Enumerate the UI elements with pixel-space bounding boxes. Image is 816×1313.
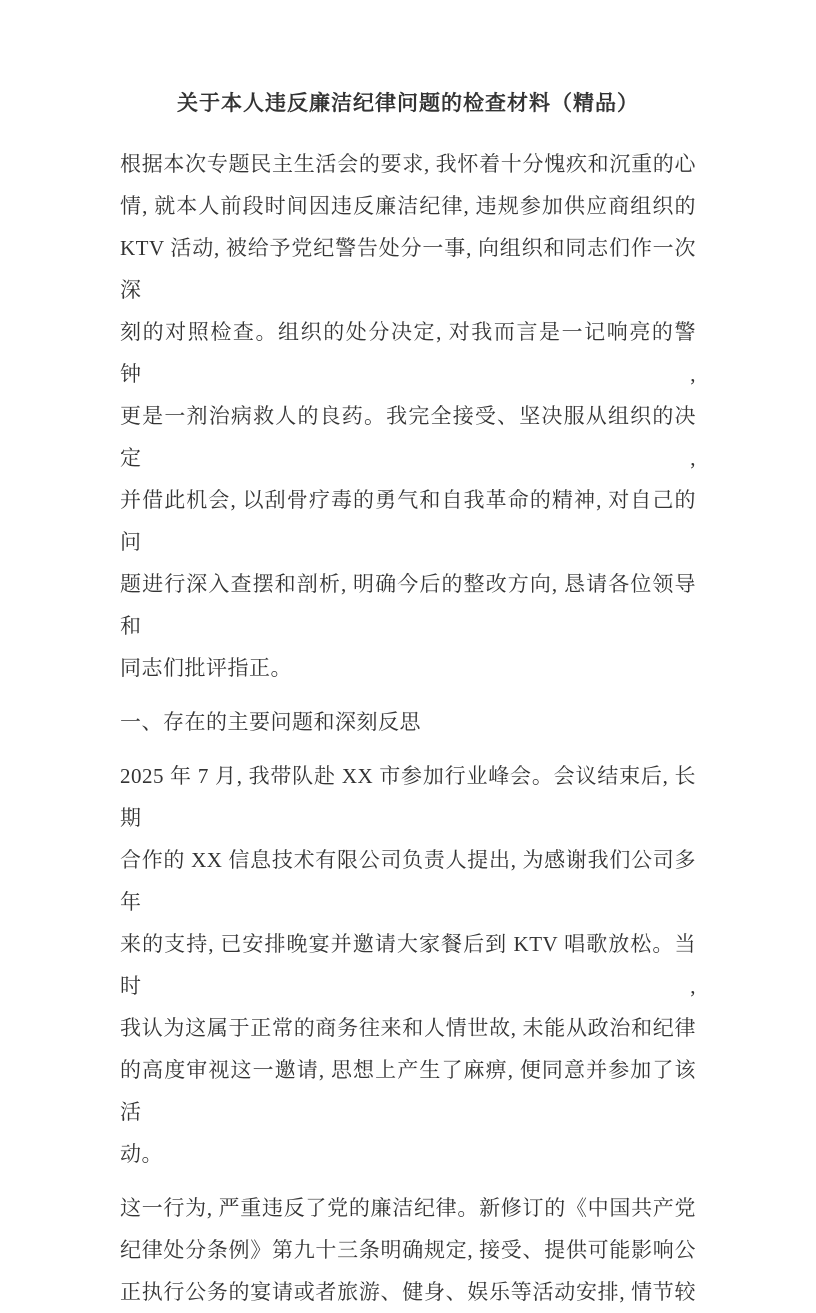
text-line: 情, 就本人前段时间因违反廉洁纪律, 违规参加供应商组织的 bbox=[120, 194, 696, 218]
text-line: 2025 年 7 月, 我带队赴 XX 市参加行业峰会。会议结束后, 长期 bbox=[120, 764, 696, 830]
text-line: 题进行深入查摆和剖析, 明确今后的整改方向, 恳请各位领导和 bbox=[120, 572, 696, 638]
text-line: 更是一剂治病救人的良药。我完全接受、坚决服从组织的决定, bbox=[120, 404, 696, 470]
text-line: 的高度审视这一邀请, 思想上产生了麻痹, 便同意并参加了该活 bbox=[120, 1058, 696, 1124]
text-line: KTV 活动, 被给予党纪警告处分一事, 向组织和同志们作一次深 bbox=[120, 236, 696, 302]
paragraph-incident bbox=[120, 755, 696, 1175]
text-line: 我认为这属于正常的商务往来和人情世故, 未能从政治和纪律 bbox=[120, 1016, 696, 1040]
text-line: 来的支持, 已安排晚宴并邀请大家餐后到 KTV 唱歌放松。当时, bbox=[120, 932, 696, 998]
document-title: 关于本人违反廉洁纪律问题的检查材料（精品） bbox=[177, 91, 639, 115]
text-line: 合作的 XX 信息技术有限公司负责人提出, 为感谢我们公司多年 bbox=[120, 848, 696, 914]
paragraph-violation-analysis bbox=[120, 1187, 696, 1313]
text-line: 这一行为, 严重违反了党的廉洁纪律。新修订的《中国共产党 bbox=[120, 1196, 696, 1220]
text-line: 刻的对照检查。组织的处分决定, 对我而言是一记响亮的警钟, bbox=[120, 320, 696, 386]
text-line: 根据本次专题民主生活会的要求, 我怀着十分愧疚和沉重的心 bbox=[120, 152, 696, 176]
section-heading-problems: 一、存在的主要问题和深刻反思 bbox=[120, 710, 421, 734]
text-line: 动。 bbox=[120, 1142, 163, 1166]
text-line: 正执行公务的宴请或者旅游、健身、娱乐等活动安排, 情节较 bbox=[120, 1280, 696, 1304]
text-line: 并借此机会, 以刮骨疗毒的勇气和自我革命的精神, 对自己的问 bbox=[120, 488, 696, 554]
text-line: 纪律处分条例》第九十三条明确规定, 接受、提供可能影响公 bbox=[120, 1238, 696, 1262]
text-line: 同志们批评指正。 bbox=[120, 656, 292, 680]
paragraph-intro bbox=[120, 143, 696, 689]
